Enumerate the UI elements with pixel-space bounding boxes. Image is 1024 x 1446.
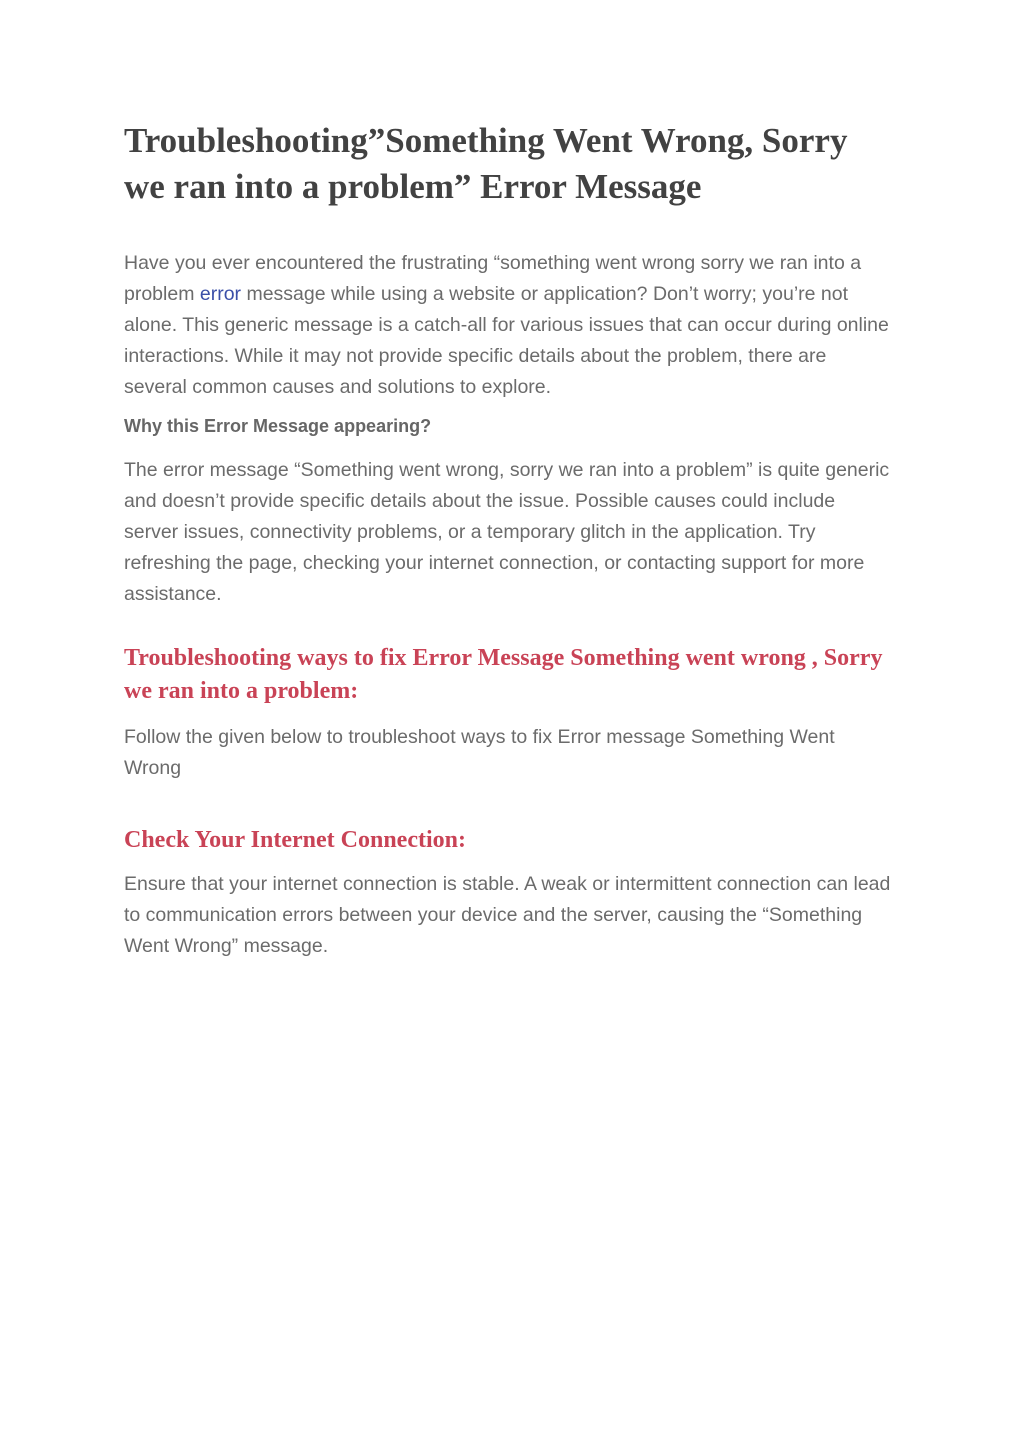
why-heading: Why this Error Message appearing?	[124, 416, 432, 436]
article	[124, 118, 894, 962]
intro-text-after-link: message while using a website or application? Don’t worry; you’re not alone. This generic message is a catch-all for various issues that can occur during online interactions. While it may not provide specific details about the problem, there are several common causes and solutions to explore.	[124, 283, 889, 398]
troubleshooting-ways-heading: Troubleshooting ways to fix Error Message Something went wrong , Sorry we ran into a problem:	[124, 645, 883, 704]
check-connection-heading: Check Your Internet Connection:	[124, 827, 466, 853]
error-link[interactable]: error	[199, 283, 242, 305]
why-paragraph: The error message “Something went wrong, sorry we ran into a problem” is quite generic and doesn’t provide specific details about the issue. Possible causes could include server issues, connectivity problems, or a temporary glitch in the application. Try refreshing the page, checking your internet connection, or contacting support for more assistance.	[124, 459, 890, 605]
intro-paragraph	[124, 248, 894, 403]
check-connection-paragraph: Ensure that your internet connection is stable. A weak or intermittent connection can lead to communication errors between your device and the server, causing the “Something Went Wrong” message.	[124, 873, 891, 957]
article-title: Troubleshooting”Something Went Wrong, Sorry we ran into a problem” Error Message	[124, 121, 848, 206]
intro-text-before-link: Have you ever encountered the frustrating “something went wrong sorry we ran into a problem	[124, 252, 862, 305]
troubleshooting-ways-paragraph: Follow the given below to troubleshoot ways to fix Error message Something Went Wrong	[124, 726, 835, 779]
